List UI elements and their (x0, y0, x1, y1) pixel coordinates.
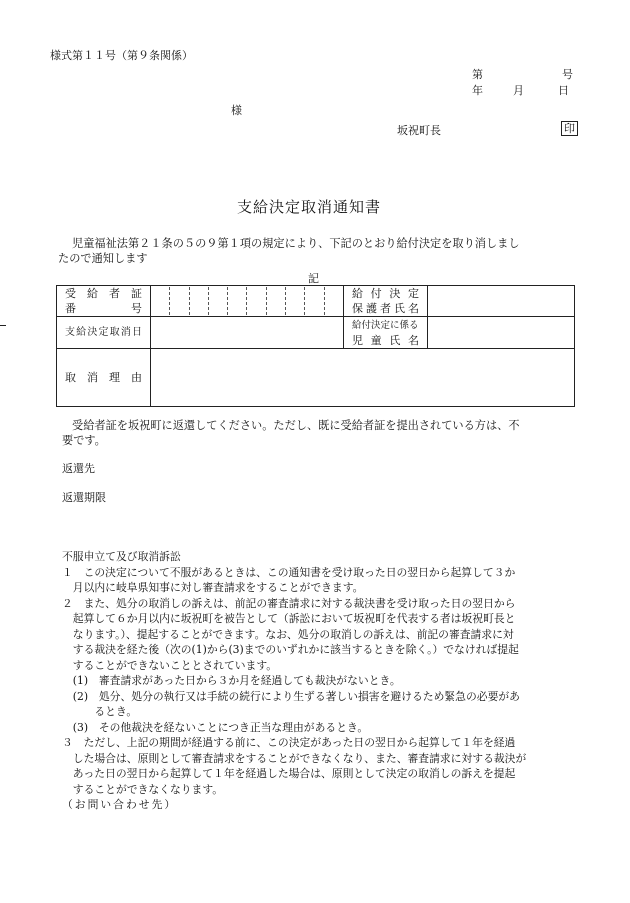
digit-box (228, 287, 247, 315)
intro-line-2: たので通知します (58, 252, 148, 265)
margin-tick (0, 325, 6, 326)
form-number: 様式第１１号（第９条関係） (50, 49, 193, 62)
digit-box (267, 287, 286, 315)
guardian-name-field[interactable] (428, 286, 575, 317)
appeal-line: あった日の翌日から起算して１年を経過した場合は、原則として決定の取消しの訴えを提起 (62, 767, 516, 780)
return-notice-line-2: 要です。 (62, 434, 106, 447)
appeal-line: 起算して６か月以内に坂祝町を被告として（訴訟において坂祝町を代表する者は坂祝町長と (62, 612, 516, 625)
intro-text (58, 236, 577, 266)
appeal-line: ２ また、処分の取消しの訴えは、前記の審査請求に対する裁決書を受け取った日の翌日から (62, 596, 516, 610)
appeal-line: (2) 処分、処分の執行又は手続の続行により生ずる著しい損害を避けるため緊急の必要があ (62, 689, 520, 703)
certificate-number-label: 受 給 者 証 番 号 (57, 286, 151, 317)
appeal-line: することができないこととされています。 (62, 658, 278, 672)
date-year: 年 (472, 84, 483, 97)
date-day: 日 (558, 84, 569, 97)
certificate-number-field[interactable] (151, 286, 344, 317)
digit-box (305, 287, 324, 315)
appeal-line: ３ ただし、上記の期間が経過する前に、この決定があった日の翌日から起算して１年を経過 (62, 736, 516, 749)
guardian-name-label: 給 付 決 定 保護者氏名 (344, 286, 428, 317)
document-title: 支給決定取消通知書 (237, 198, 382, 216)
digit-box (209, 287, 228, 315)
return-to-label: 返還先 (62, 462, 95, 475)
ki-mark: 記 (308, 272, 319, 285)
return-notice (62, 418, 577, 448)
appeal-heading: 不服申立て及び取消訴訟 (62, 550, 181, 563)
return-deadline-label: 返還期限 (62, 491, 106, 504)
digit-box (170, 287, 189, 315)
appeal-line: した場合は、原則として審査請求をすることができなくなり、また、審査請求に対する裁決が (62, 751, 527, 765)
child-name-label: 給付決定に係る 児 童 氏 名 (344, 317, 428, 349)
recipient-honorific: 様 (231, 104, 242, 117)
inquiry-label: （お問い合わせ先） (62, 798, 178, 811)
digit-box (325, 287, 343, 315)
appeal-line: るとき。 (62, 705, 138, 718)
digit-box (190, 287, 209, 315)
date-month: 月 (513, 84, 524, 97)
digit-box (247, 287, 266, 315)
doc-number-prefix: 第 (472, 68, 483, 81)
appeal-line: 月以内に岐阜県知事に対し審査請求をすることができます。 (62, 581, 364, 594)
cancel-reason-label: 取 消 理 由 (57, 349, 151, 407)
appeal-line: １ この決定について不服があるときは、この通知書を受け取った日の翌日から起算して３か (62, 565, 516, 579)
child-name-field[interactable] (428, 317, 575, 349)
notification-form-table (56, 285, 575, 407)
cancel-reason-field[interactable] (151, 349, 575, 407)
seal-mark: 印 (561, 121, 578, 136)
appeal-line: する裁決を経た後（次の(1)から(3)までのいずれかに該当するときを除く。）でなければ提起 (62, 643, 519, 656)
appeal-section (62, 549, 580, 813)
appeal-line: することができなくなります。 (62, 782, 224, 796)
intro-line-1: 児童福祉法第２１条の５の９第１項の規定により、下記のとおり給付決定を取り消しまし (72, 237, 520, 250)
appeal-line: なります。）、提起することができます。なお、処分の取消しの訴えは、前記の審査請求に対 (62, 627, 514, 641)
cancel-date-label: 支給決定取消日 (57, 317, 151, 349)
issuer: 坂祝町長 (397, 124, 441, 137)
digit-box (286, 287, 305, 315)
digit-box (151, 287, 170, 315)
return-notice-line-1: 受給者証を坂祝町に返還してください。ただし、既に受給者証を提出されている方は、不 (72, 419, 520, 432)
doc-number-suffix: 号 (562, 68, 573, 81)
appeal-line: (1) 審査請求があった日から３か月を経過しても裁決がないとき。 (62, 674, 401, 687)
appeal-line: (3) その他裁決を経ないことにつき正当な理由があるとき。 (62, 720, 369, 734)
cancel-date-field[interactable] (151, 317, 344, 349)
